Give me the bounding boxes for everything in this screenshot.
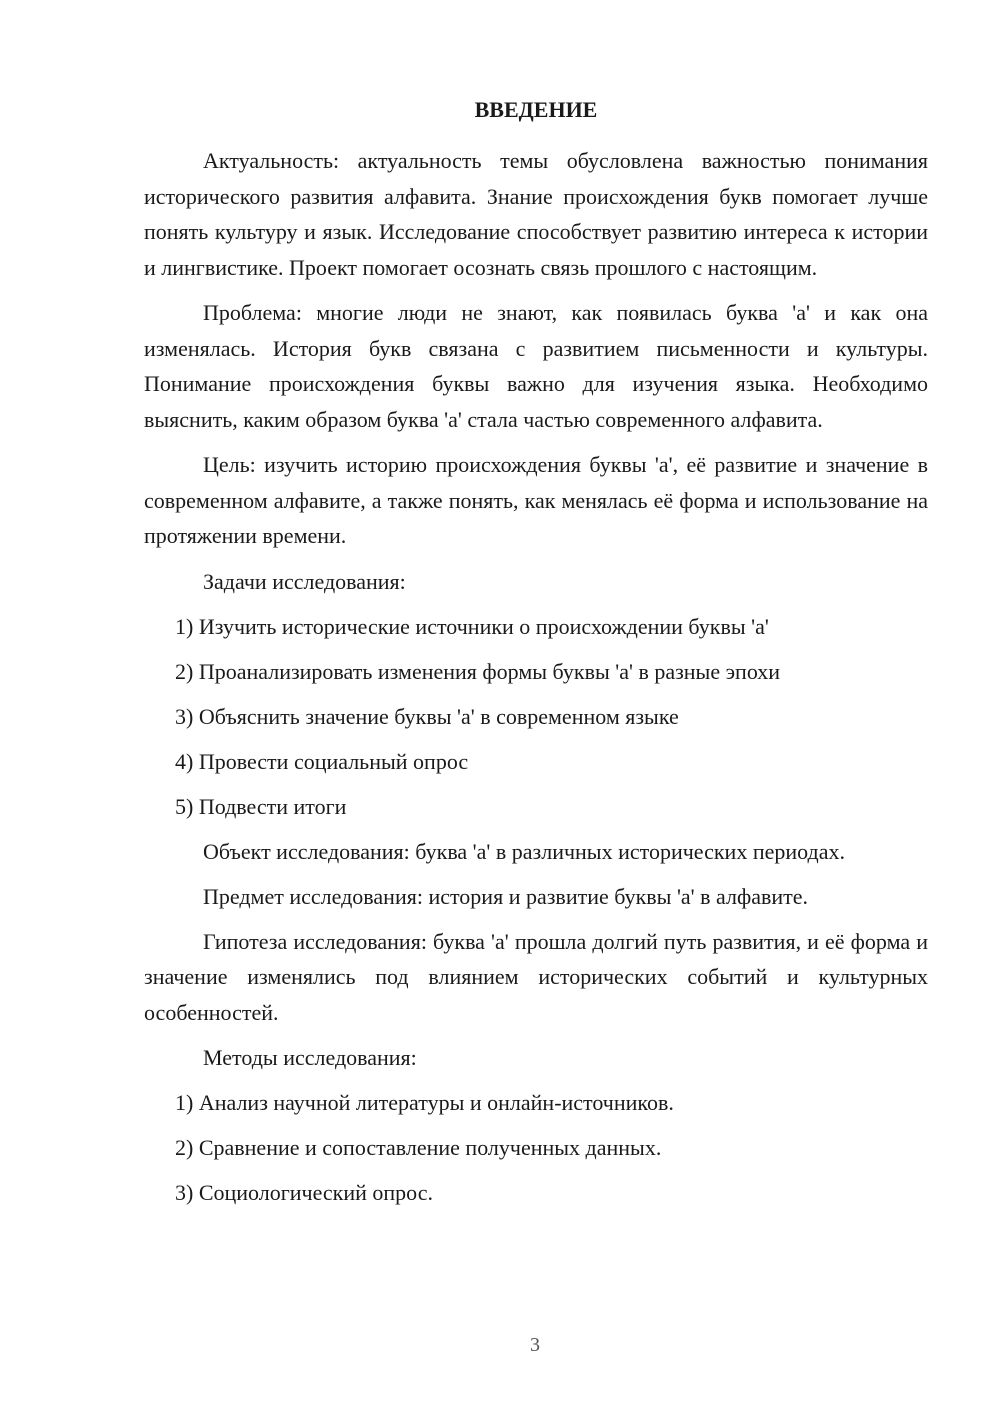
tasks-heading: Задачи исследования: <box>203 568 406 594</box>
task-item: 3) Объяснить значение буквы 'а' в современном языке <box>175 703 679 729</box>
method-item: 1) Анализ научной литературы и онлайн-источников. <box>175 1090 674 1115</box>
method-item: 2) Сравнение и сопоставление полученных данных. <box>175 1135 662 1160</box>
task-item: 5) Подвести итоги <box>175 793 347 819</box>
problem-paragraph: Проблема: многие люди не знают, как появилась буква 'а' и как она изменялась. История букв связана с развитием письменности и культуры. Понимание происхождения буквы важно для изучения языка. Необходимо выяснить, каким образом буква 'а' стала частью современного алфавита. <box>144 300 928 432</box>
page-number: 3 <box>530 1334 540 1356</box>
goal-paragraph: Цель: изучить историю происхождения буквы 'а', её развитие и значение в современном алфавите, а также понять, как менялась её форма и использование на протяжении времени. <box>144 452 928 548</box>
page-number-footer <box>0 1334 1000 1357</box>
section-title: ВВЕДЕНИЕ <box>474 97 598 122</box>
method-item: 3) Социологический опрос. <box>175 1180 433 1205</box>
object-line: Объект исследования: буква 'а' в различных исторических периодах. <box>203 838 845 864</box>
task-item: 4) Провести социальный опрос <box>175 748 469 774</box>
hypothesis-paragraph: Гипотеза исследования: буква 'а' прошла долгий путь развития, и её форма и значение изменялись под влиянием исторических событий и культурных особенностей. <box>144 928 928 1025</box>
document-page <box>144 95 928 1220</box>
task-item: 2) Проанализировать изменения формы буквы 'а' в разные эпохи <box>175 658 781 684</box>
subject-line: Предмет исследования: история и развитие буквы 'а' в алфавите. <box>203 883 809 909</box>
actuality-paragraph: Актуальность: актуальность темы обусловлена важностью понимания исторического развития алфавита. Знание происхождения букв помогает лучше понять культуру и язык. Исследование способствует развитию интереса к истории и лингвистике. Проект помогает осознать связь прошлого с настоящим. <box>144 148 928 280</box>
task-item: 1) Изучить исторические источники о происхождении буквы 'а' <box>175 613 769 639</box>
methods-heading: Методы исследования: <box>203 1045 417 1070</box>
